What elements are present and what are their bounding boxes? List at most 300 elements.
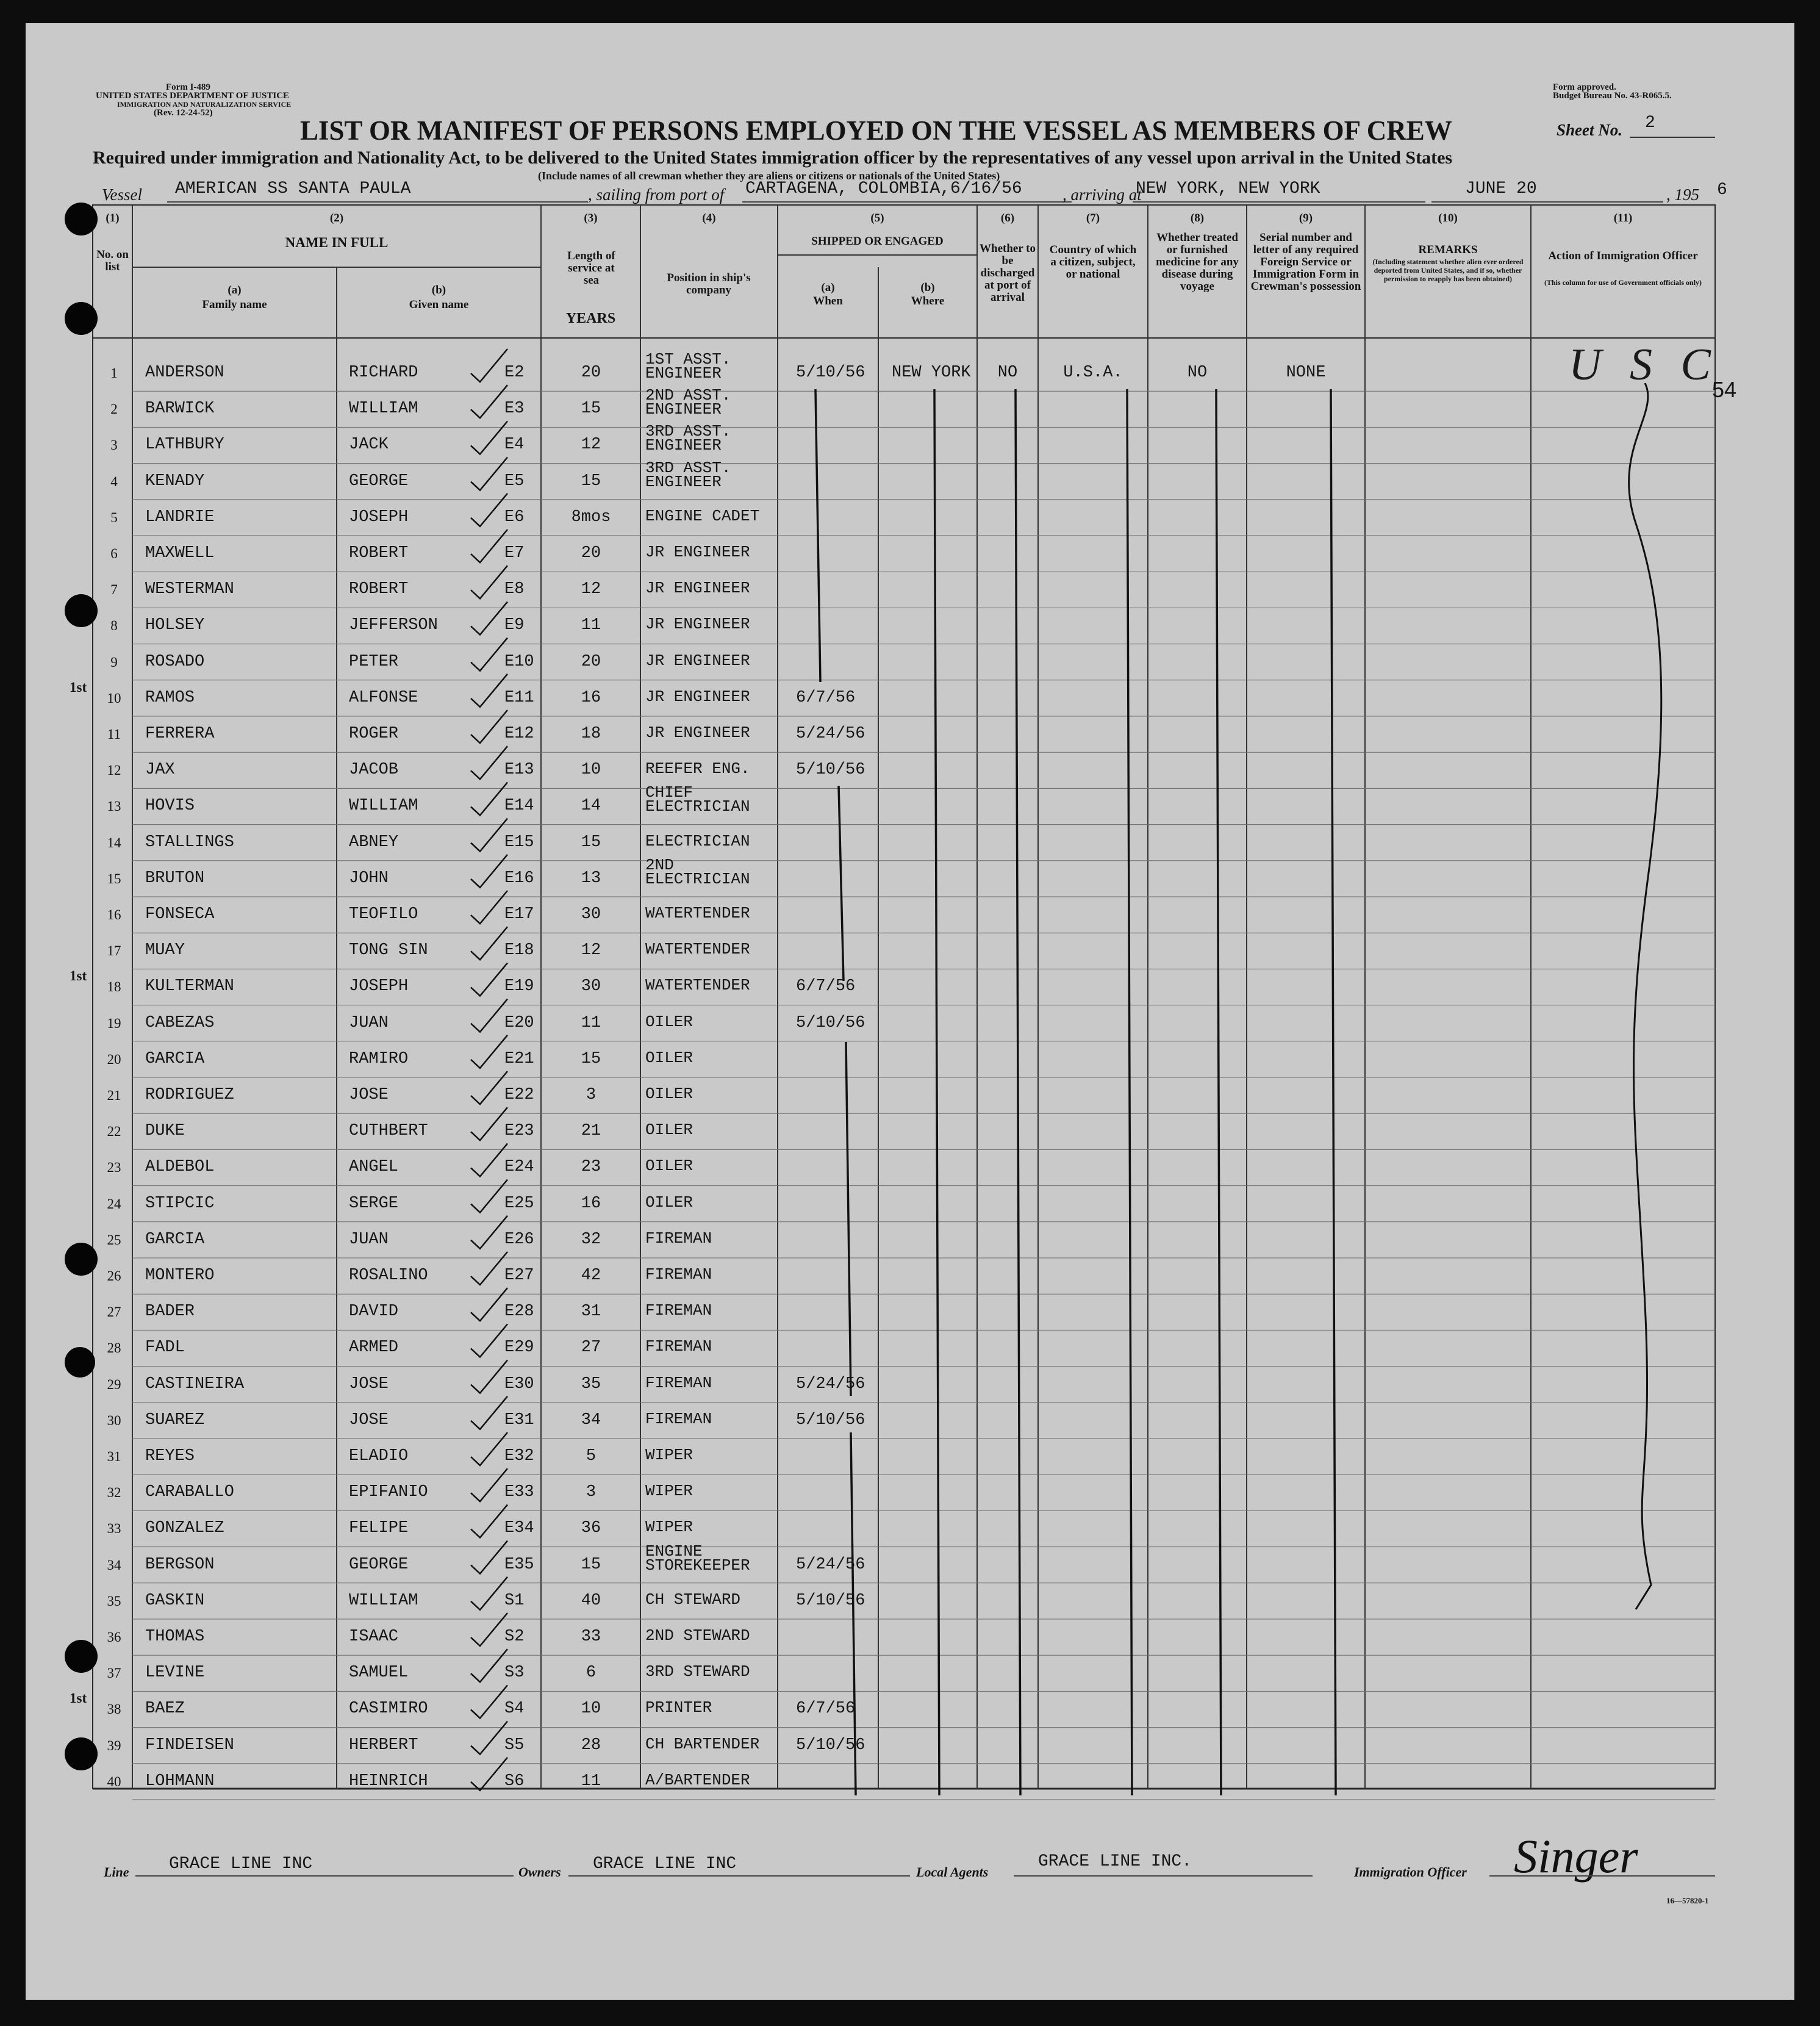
binder-hole — [65, 1243, 98, 1276]
years-at-sea: 35 — [581, 1374, 601, 1393]
crew-code: E22 — [504, 1086, 534, 1104]
crew-code: E7 — [504, 544, 525, 562]
crew-code: E4 — [504, 436, 525, 454]
given-name: HERBERT — [349, 1736, 418, 1755]
row-number: 4 — [110, 473, 118, 489]
given-name: HEINRICH — [349, 1772, 428, 1791]
years-at-sea: 20 — [581, 652, 601, 671]
family-name: ROSADO — [145, 652, 205, 671]
row-number: 6 — [110, 546, 118, 561]
row-number: 24 — [107, 1196, 121, 1212]
years-at-sea: 16 — [581, 1194, 601, 1213]
crew-code: S5 — [504, 1736, 525, 1755]
family-name: MUAY — [145, 941, 185, 960]
row-number: 1 — [110, 365, 118, 381]
years-at-sea: 12 — [581, 941, 601, 960]
years-at-sea: 30 — [581, 977, 601, 996]
given-name: ARMED — [349, 1338, 399, 1357]
position: 2ND ELECTRICIAN — [645, 855, 750, 888]
year-suffix: 6 — [1717, 181, 1727, 199]
revision: (Rev. 12-24-52) — [154, 108, 213, 118]
col9-number: (9) — [1299, 212, 1313, 225]
footer-agents-underline — [1014, 1875, 1313, 1877]
table-row — [26, 1224, 1794, 1262]
crew-code: E20 — [504, 1013, 534, 1032]
shipped-when: 6/7/56 — [796, 977, 856, 996]
row-number: 33 — [107, 1521, 121, 1537]
years-at-sea: 14 — [581, 797, 601, 816]
given-name: JUAN — [349, 1230, 389, 1249]
years-at-sea: 18 — [581, 725, 601, 743]
family-name: GARCIA — [145, 1049, 205, 1068]
position: JR ENGINEER — [645, 615, 750, 634]
family-name: BRUTON — [145, 869, 205, 888]
table-row — [26, 1044, 1794, 1081]
years-at-sea: 13 — [581, 869, 601, 888]
years-at-sea: 15 — [581, 833, 601, 852]
crew-code: E27 — [504, 1266, 534, 1285]
table-row — [26, 1260, 1794, 1298]
years-at-sea: 11 — [581, 616, 601, 635]
years-at-sea: 15 — [581, 472, 601, 490]
table-row — [26, 458, 1794, 503]
row-number: 29 — [107, 1376, 121, 1392]
table-row — [26, 538, 1794, 575]
years-at-sea: 20 — [581, 364, 601, 382]
col9-header: Serial number and letter of any required Foreign Service or Immigration Form in Crewman's possession — [1250, 231, 1361, 293]
years-at-sea: 12 — [581, 580, 601, 599]
table-row — [26, 422, 1794, 467]
shipped-when: 5/10/56 — [796, 1736, 865, 1755]
row-number: 9 — [110, 654, 118, 670]
years-at-sea: 3 — [586, 1483, 597, 1502]
col1-header: No. on list — [96, 248, 129, 273]
table-row — [26, 1008, 1794, 1045]
family-name: RODRIGUEZ — [145, 1086, 234, 1104]
shipped-where: NEW YORK — [892, 364, 971, 382]
crew-code: E14 — [504, 797, 534, 816]
crew-code: E6 — [504, 508, 525, 526]
officer-signature: Singer — [1514, 1830, 1638, 1883]
table-row — [26, 647, 1794, 684]
form-number: Form I-489 — [166, 82, 210, 92]
position: WATERTENDER — [645, 976, 750, 995]
table-row — [26, 1369, 1794, 1406]
binder-hole — [65, 302, 98, 335]
position: OILER — [645, 1048, 693, 1067]
years-at-sea: 40 — [581, 1591, 601, 1610]
years-at-sea: 5 — [586, 1447, 597, 1465]
family-name: WESTERMAN — [145, 580, 234, 599]
given-name: TEOFILO — [349, 905, 418, 924]
service: IMMIGRATION AND NATURALIZATION SERVICE — [117, 100, 292, 109]
given-name: RICHARD — [349, 364, 418, 382]
family-name: FINDEISEN — [145, 1736, 234, 1755]
given-name: TONG SIN — [349, 941, 428, 960]
given-name: ABNEY — [349, 833, 399, 852]
family-name: BAEZ — [145, 1700, 185, 1719]
position: OILER — [645, 1012, 693, 1031]
position: ENGINE CADET — [645, 506, 760, 525]
years-at-sea: 12 — [581, 436, 601, 454]
years-at-sea: 3 — [586, 1086, 597, 1104]
col2b-header: Given name — [409, 298, 469, 311]
years-at-sea: 8mos — [571, 508, 611, 526]
position: ELECTRICIAN — [645, 832, 750, 850]
given-name: WILLIAM — [349, 400, 418, 418]
family-name: ANDERSON — [145, 364, 224, 382]
shipped-when: 5/24/56 — [796, 725, 865, 743]
crew-code: S3 — [504, 1664, 525, 1683]
form-approved: Form approved. — [1553, 82, 1616, 92]
table-row — [26, 1296, 1794, 1334]
arriving-label: , arriving at — [1062, 185, 1142, 204]
crew-code: E17 — [504, 905, 534, 924]
position: JR ENGINEER — [645, 543, 750, 561]
table-row — [26, 1730, 1794, 1767]
given-name: ISAAC — [349, 1628, 399, 1646]
shipped-when: 5/10/56 — [796, 364, 865, 382]
row-note: 1st — [70, 679, 87, 695]
col5a-header: When — [813, 295, 843, 307]
years-at-sea: 10 — [581, 1700, 601, 1719]
given-name: JOSEPH — [349, 508, 409, 526]
table-row — [26, 350, 1794, 395]
manifest-page — [26, 23, 1794, 2000]
footer-officer-label: Immigration Officer — [1354, 1864, 1467, 1880]
family-name: GARCIA — [145, 1230, 205, 1249]
table-row — [26, 610, 1794, 647]
position: JR ENGINEER — [645, 687, 750, 706]
crew-code: E16 — [504, 869, 534, 888]
row-number: 11 — [107, 727, 121, 742]
row-number: 5 — [110, 509, 118, 525]
table-row — [26, 1513, 1794, 1550]
position: WATERTENDER — [645, 904, 750, 922]
table-row — [26, 899, 1794, 936]
crew-code: E23 — [504, 1122, 534, 1141]
family-name: STIPCIC — [145, 1194, 215, 1213]
table-row — [26, 1152, 1794, 1189]
table-row — [26, 1542, 1794, 1587]
years-at-sea: 27 — [581, 1338, 601, 1357]
row-number: 39 — [107, 1737, 121, 1753]
table-row — [26, 574, 1794, 611]
given-name: GEORGE — [349, 1555, 409, 1574]
row-number: 15 — [107, 871, 121, 886]
given-name: WILLIAM — [349, 797, 418, 816]
family-name: CASTINEIRA — [145, 1374, 245, 1393]
crew-code: E11 — [504, 688, 534, 707]
treated: NO — [1187, 364, 1208, 382]
crew-code: E13 — [504, 761, 534, 780]
row-note: 1st — [70, 1690, 87, 1706]
years-at-sea: 42 — [581, 1266, 601, 1285]
footer-line-value: GRACE LINE INC — [169, 1855, 313, 1873]
row-number: 22 — [107, 1124, 121, 1140]
shipped-when: 5/24/56 — [796, 1555, 865, 1574]
arrival-port: NEW YORK, NEW YORK — [1136, 179, 1320, 198]
row-count: 54 — [1712, 377, 1737, 402]
given-name: JOSE — [349, 1410, 389, 1429]
col10-header: REMARKS — [1418, 243, 1478, 256]
col11-number: (11) — [1613, 212, 1633, 225]
given-name: JOSE — [349, 1086, 389, 1104]
row-number: 18 — [107, 979, 121, 995]
footer-line-underline — [135, 1875, 514, 1877]
years-at-sea: 31 — [581, 1302, 601, 1321]
family-name: BADER — [145, 1302, 195, 1321]
col5b-letter: (b) — [920, 281, 935, 294]
position: 1ST ASST. ENGINEER — [645, 350, 731, 383]
col6-header: Whether to be discharged at port of arrival — [980, 242, 1036, 304]
table-row — [26, 1080, 1794, 1117]
col2-header: NAME IN FULL — [285, 235, 389, 250]
col5-header: SHIPPED OR ENGAGED — [811, 235, 944, 248]
col10-number: (10) — [1438, 212, 1458, 225]
family-name: GONZALEZ — [145, 1519, 224, 1538]
family-name: KULTERMAN — [145, 977, 234, 996]
crew-code: E12 — [504, 725, 534, 743]
given-name: ROBERT — [349, 580, 409, 599]
family-name: JAX — [145, 761, 175, 780]
crew-code: S6 — [504, 1772, 525, 1791]
col8-number: (8) — [1190, 212, 1205, 225]
crew-code: E35 — [504, 1555, 534, 1574]
crew-code: E15 — [504, 833, 534, 852]
crew-code: E24 — [504, 1158, 534, 1177]
row-number: 35 — [107, 1593, 121, 1609]
family-name: SUAREZ — [145, 1410, 205, 1429]
position: CH BARTENDER — [645, 1734, 760, 1753]
col7-number: (7) — [1086, 212, 1100, 225]
col8-header: Whether treated or furnished medicine for any disease during voyage — [1156, 231, 1239, 293]
crew-code: E30 — [504, 1374, 534, 1393]
sheet-label: Sheet No. — [1557, 121, 1622, 139]
table-row — [26, 1690, 1794, 1731]
crew-code: E32 — [504, 1447, 534, 1465]
arrival-date: JUNE 20 — [1465, 179, 1537, 198]
family-name: LATHBURY — [145, 436, 224, 454]
vessel-label: Vessel — [102, 185, 142, 204]
col2a-letter: (a) — [228, 284, 242, 296]
footer-line-label: Line — [104, 1864, 129, 1880]
years-at-sea: 11 — [581, 1772, 601, 1791]
row-number: 17 — [107, 943, 121, 959]
row-number: 25 — [107, 1232, 121, 1248]
years-at-sea: 30 — [581, 905, 601, 924]
year-prefix: , 195 — [1666, 185, 1699, 204]
row-number: 8 — [110, 618, 118, 634]
row-number: 26 — [107, 1268, 121, 1284]
given-name: ROSALINO — [349, 1266, 428, 1285]
row-number: 30 — [107, 1412, 121, 1428]
shipped-when: 5/10/56 — [796, 1013, 865, 1032]
row-number: 13 — [107, 799, 121, 814]
row-number: 19 — [107, 1015, 121, 1031]
col7-header: Country of which a citizen, subject, or national — [1049, 243, 1137, 281]
years-at-sea: 28 — [581, 1736, 601, 1755]
crew-code: E31 — [504, 1410, 534, 1429]
col5-number: (5) — [870, 212, 884, 225]
sailing-label: , sailing from port of — [588, 185, 725, 204]
years-at-sea: 11 — [581, 1013, 601, 1032]
row-number: 32 — [107, 1485, 121, 1501]
years-at-sea: 36 — [581, 1519, 601, 1538]
table-row — [26, 1477, 1794, 1514]
table-row — [26, 935, 1794, 972]
binder-hole — [65, 1347, 95, 1378]
table-row — [26, 1658, 1794, 1695]
col11-note: (This column for use of Government officials only) — [1544, 278, 1702, 287]
position: PRINTER — [645, 1698, 712, 1717]
table-row — [26, 1622, 1794, 1659]
years-at-sea: 32 — [581, 1230, 601, 1249]
table-row — [26, 1188, 1794, 1226]
row-number: 21 — [107, 1088, 121, 1103]
years-at-sea: 6 — [586, 1664, 597, 1683]
family-name: MONTERO — [145, 1266, 215, 1285]
family-name: LOHMANN — [145, 1772, 215, 1791]
given-name: PETER — [349, 652, 399, 671]
given-name: JOSE — [349, 1374, 389, 1393]
crew-code: E8 — [504, 580, 525, 599]
table-row — [26, 783, 1794, 828]
row-number: 3 — [110, 437, 118, 453]
row-number: 34 — [107, 1557, 121, 1573]
table-row — [26, 679, 1794, 720]
years-at-sea: 10 — [581, 761, 601, 780]
family-name: MAXWELL — [145, 544, 215, 562]
department: UNITED STATES DEPARTMENT OF JUSTICE — [96, 91, 290, 101]
years-at-sea: 20 — [581, 544, 601, 562]
col1-number: (1) — [106, 212, 120, 225]
given-name: ROGER — [349, 725, 399, 743]
binder-hole — [65, 594, 98, 627]
row-number: 23 — [107, 1160, 121, 1176]
family-name: HOVIS — [145, 797, 195, 816]
table-row — [26, 1441, 1794, 1478]
family-name: LANDRIE — [145, 508, 215, 526]
crew-code: E33 — [504, 1483, 534, 1502]
given-name: FELIPE — [349, 1519, 409, 1538]
crew-code: E2 — [504, 364, 525, 382]
given-name: CUTHBERT — [349, 1122, 428, 1141]
position: JR ENGINEER — [645, 579, 750, 598]
col3-years: YEARS — [565, 311, 616, 326]
position: JR ENGINEER — [645, 724, 750, 742]
crew-code: S1 — [504, 1591, 525, 1610]
years-at-sea: 15 — [581, 400, 601, 418]
budget-bureau: Budget Bureau No. 43-R065.5. — [1553, 91, 1672, 101]
family-name: LEVINE — [145, 1664, 205, 1683]
row-note: 1st — [70, 968, 87, 984]
family-name: FERRERA — [145, 725, 215, 743]
family-name: FONSECA — [145, 905, 215, 924]
col3-number: (3) — [584, 212, 598, 225]
action-mark: U S C — [1569, 340, 1719, 390]
shipped-when: 5/10/56 — [796, 1410, 865, 1429]
given-name: RAMIRO — [349, 1049, 409, 1068]
include-note: (Include names of all crewman whether they are aliens or citizens or nationals of the United States) — [538, 170, 1000, 182]
family-name: CARABALLO — [145, 1483, 234, 1502]
crew-code: E28 — [504, 1302, 534, 1321]
position: 3RD ASST. ENGINEER — [645, 422, 731, 455]
form-code: 16—57820-1 — [1666, 1896, 1709, 1905]
col6-number: (6) — [1000, 212, 1015, 225]
position: OILER — [645, 1157, 693, 1176]
position: 2ND STEWARD — [645, 1626, 750, 1645]
row-number: 38 — [107, 1701, 121, 1717]
col4-header: Position in ship's company — [667, 271, 751, 296]
table-row — [26, 968, 1794, 1008]
given-name: EPIFANIO — [349, 1483, 428, 1502]
family-name: STALLINGS — [145, 833, 234, 852]
given-name: ELADIO — [349, 1447, 409, 1465]
position: 2ND ASST. ENGINEER — [645, 386, 731, 419]
position: REEFER ENG. — [645, 760, 750, 778]
family-name: DUKE — [145, 1122, 185, 1141]
col2b-letter: (b) — [431, 284, 446, 296]
table-row — [26, 502, 1794, 539]
table-row — [26, 1586, 1794, 1623]
position: OILER — [645, 1121, 693, 1140]
binder-hole — [65, 1737, 98, 1770]
row-number: 2 — [110, 401, 118, 417]
table-row — [26, 1405, 1794, 1442]
footer-agents-value: GRACE LINE INC. — [1038, 1852, 1192, 1871]
position: CHIEF ELECTRICIAN — [645, 783, 750, 816]
crew-code: E26 — [504, 1230, 534, 1249]
given-name: SAMUEL — [349, 1664, 409, 1683]
years-at-sea: 21 — [581, 1122, 601, 1141]
years-at-sea: 33 — [581, 1628, 601, 1646]
serial-form: NONE — [1286, 364, 1326, 382]
position: A/BARTENDER — [645, 1770, 750, 1789]
position: FIREMAN — [645, 1265, 712, 1284]
table-row — [26, 1766, 1794, 1803]
row-number: 40 — [107, 1773, 121, 1789]
position: WIPER — [645, 1518, 693, 1537]
country: U.S.A. — [1063, 364, 1123, 382]
page-title: LIST OR MANIFEST OF PERSONS EMPLOYED ON THE VESSEL AS MEMBERS OF CREW — [300, 115, 1452, 146]
crew-code: E3 — [504, 400, 525, 418]
footer-officer-underline — [1489, 1875, 1715, 1877]
years-at-sea: 23 — [581, 1158, 601, 1177]
binder-hole — [65, 203, 98, 235]
position: 3RD STEWARD — [645, 1662, 750, 1681]
col10-note: (Including statement whether alien ever ordered deported from United States, and if so, whether permission to reapply has been obtained) — [1372, 257, 1524, 283]
given-name: JOHN — [349, 869, 389, 888]
given-name: JEFFERSON — [349, 616, 438, 635]
position: CH STEWARD — [645, 1590, 741, 1609]
position: 3RD ASST. ENGINEER — [645, 458, 731, 491]
row-number: 20 — [107, 1051, 121, 1067]
given-name: WILLIAM — [349, 1591, 418, 1610]
family-name: RAMOS — [145, 688, 195, 707]
years-at-sea: 16 — [581, 688, 601, 707]
years-at-sea: 15 — [581, 1049, 601, 1068]
position: WIPER — [645, 1446, 693, 1464]
row-number: 14 — [107, 835, 121, 850]
col11-header: Action of Immigration Officer — [1548, 250, 1698, 262]
position: OILER — [645, 1085, 693, 1103]
shipped-when: 5/24/56 — [796, 1374, 865, 1393]
row-number: 16 — [107, 907, 121, 922]
given-name: JOSEPH — [349, 977, 409, 996]
given-name: CASIMIRO — [349, 1700, 428, 1719]
table-row — [26, 1116, 1794, 1153]
